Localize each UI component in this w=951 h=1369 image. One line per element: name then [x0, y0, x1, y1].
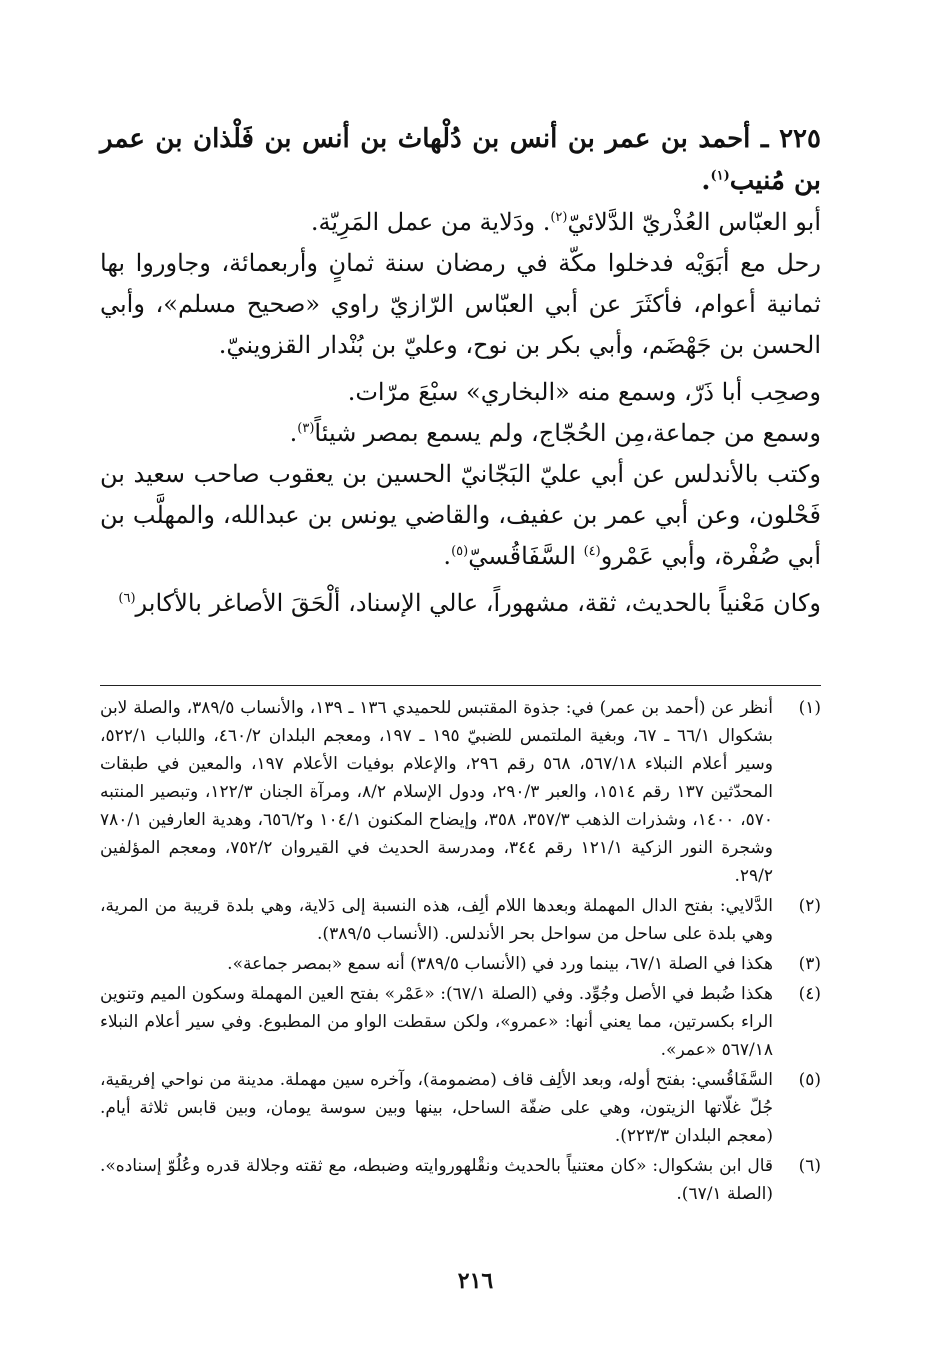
footnote-ref: (٤)	[583, 544, 601, 559]
footnote-number: (٤)	[798, 984, 821, 1004]
footnote-text: هكذا ضُبط في الأصل وجُوِّد. وفي (الصلة ٦٧/١): «عَمْر» بفتح العين المهملة وسكون الميم وتنوين الراء بكسرتين، مما يعني أنها: «عمرو»، ولكن سقطت الواو من المطبوع. وفي سير أعلام النبلاء ٥٦٧/١٨ «عمر».	[100, 984, 773, 1060]
paragraph-travel: رحل مع أبَوَيْه فدخلوا مكّة في رمضان سنة ثمانٍ وأربعمائة، وجاوروا بها ثمانية أعوام، فأكثَرَ عن أبي العبّاس الرّازيّ راوي «صحيح مسلم»، وأبي الحسن بن جَهْضَم، وأبي بكر بن نوح، وعليّ بن بُنْدار القزوينيّ.	[100, 249, 821, 359]
footnote-item	[100, 980, 821, 1064]
paragraph-hujjaj	[100, 413, 821, 454]
footnote-ref: (١)	[710, 168, 730, 184]
entry-heading	[100, 118, 821, 202]
kunya-line	[100, 202, 821, 243]
entry-title-end: .	[701, 166, 711, 196]
footnote-number: (٦)	[798, 1156, 821, 1176]
footnote-number: (٢)	[798, 896, 821, 916]
footnote-item	[100, 694, 821, 890]
footnote-item	[100, 950, 821, 978]
footnote-item	[100, 892, 821, 948]
hujjaj-text: وسمع من جماعة،مِن الحُجّاج، ولم يسمع بمصر شيئاً	[314, 419, 821, 447]
footnote-item	[100, 1066, 821, 1150]
andalus-nisba: السَّفَاقُسيّ	[468, 542, 584, 570]
hujjaj-end: .	[289, 419, 298, 447]
footnote-separator	[100, 685, 821, 686]
footnote-number: (٥)	[798, 1070, 821, 1090]
paragraph-abu-dharr: وصحِب أبا ذَرّ، وسمع منه «البخاري» سبْعَ مرّات.	[347, 378, 821, 406]
kunya-note: . ودَلاية من عمل المَرِيّة.	[310, 208, 551, 236]
main-text	[100, 118, 821, 624]
page-number: ٢١٦	[457, 1268, 494, 1294]
footnote-text: قال ابن بشكوال: «كان معتنياً بالحديث ونقْلهوروايته وضبطه، مع ثقته وجلالة قدره وعُلُوّ إسناده». (الصلة ٦٧/١).	[100, 1156, 773, 1204]
footnote-text: أنظر عن (أحمد بن عمر) في: جذوة المقتبس للحميدي ١٣٦ ـ ١٣٩، والأنساب ٣٨٩/٥، والصلة لابن بشكوال ٦٦/١ ـ ٦٧، وبغية الملتمس للضبيّ ١٩٥ ـ ١٩٧، ومعجم البلدان ٤٦٠/٢، واللباب ٥٢٢/١، وسير أعلام النبلاء ٥٦٧/١٨، ٥٦٨ رقم ٢٩٦، والإعلام بوفيات الأعلام ١٩٧، والمعين في طبقات المحدّثين ١٣٧ رقم ١٥١٤، والعبر ٢٩٠/٣، ودول الإسلام ٨/٢، ومرآة الجنان ١٢٢/٣، وتبصير المنتبه ٥٧٠، ١٤٠٠، وشذرات الذهب ٣٥٧/٣، ٣٥٨، وإيضاح المكنون ١٠٤/١ و٦٥٦/٢، وهدية العارفين ٧٨٠/١ وشجرة النور الزكية ١٢١/١ رقم ٣٤٤، ومدرسة الحديث في القيروان ٧٥٢/٢، ومعجم المؤلفين ٢٩/٢.	[100, 698, 773, 886]
footnote-text: هكذا في الصلة ٦٧/١، بينما ورد في (الأنساب ٣٨٩/٥) أنه سمع «بمصر جماعة».	[227, 954, 773, 974]
andalus-end: .	[443, 542, 452, 570]
andalus-text: وكتب بالأندلس عن أبي عليّ البَجّانيّ الحسين بن يعقوب صاحب سعيد بن فَحْلون، وعن أبي عمر بن عفيف، والقاضي يونس بن عبدالله، والمهلَّب بن أبي صُفْرة، وأبي عَمْرو	[100, 460, 821, 570]
kunya-name: أبو العبّاس العُذْريّ الدَّلائيّ	[567, 208, 821, 236]
paragraph-andalus	[100, 454, 821, 577]
entry-title: ٢٢٥ ـ أحمد بن عمر بن أنس بن دُلْهاث بن أنس بن فَلْذان بن عمر بن مُنيب	[100, 124, 821, 196]
footnote-ref: (٦)	[118, 591, 136, 606]
footnote-text: الدَّلايي: بفتح الدال المهملة وبعدها اللام ألِف، هذه النسبة إلى دَلاية، وهي بلدة قريبة من المرية، وهي بلدة على ساحل من سواحل بحر الأندلس. (الأنساب ٣٨٩/٥).	[100, 896, 773, 944]
footnote-number: (٣)	[798, 954, 821, 974]
paragraph-hadith	[100, 583, 821, 624]
footnote-text: السَّفَاقُسي: بفتح أوله، وبعد الألِف قاف (مضمومة)، وآخره سين مهملة. مدينة من نواحي إفريقية، جُلّ غلّاتها الزيتون، وهي على ضفّة الساحل، بينها وبين سوسة يومان، وبين قابس ثلاثة أيام. (معجم البلدان ٢٢٣/٣).	[100, 1070, 773, 1146]
footnote-ref: (٢)	[550, 210, 568, 225]
footnote-number: (١)	[798, 698, 821, 718]
footnote-ref: (٣)	[297, 421, 315, 436]
footnotes	[100, 694, 821, 1210]
footnote-ref: (٥)	[451, 544, 469, 559]
hadith-text: وكان مَعْنياً بالحديث، ثقة، مشهوراً، عالي الإسناد، ألْحَقَ الأصاغر بالأكابر	[135, 589, 821, 617]
footnote-item	[100, 1152, 821, 1208]
